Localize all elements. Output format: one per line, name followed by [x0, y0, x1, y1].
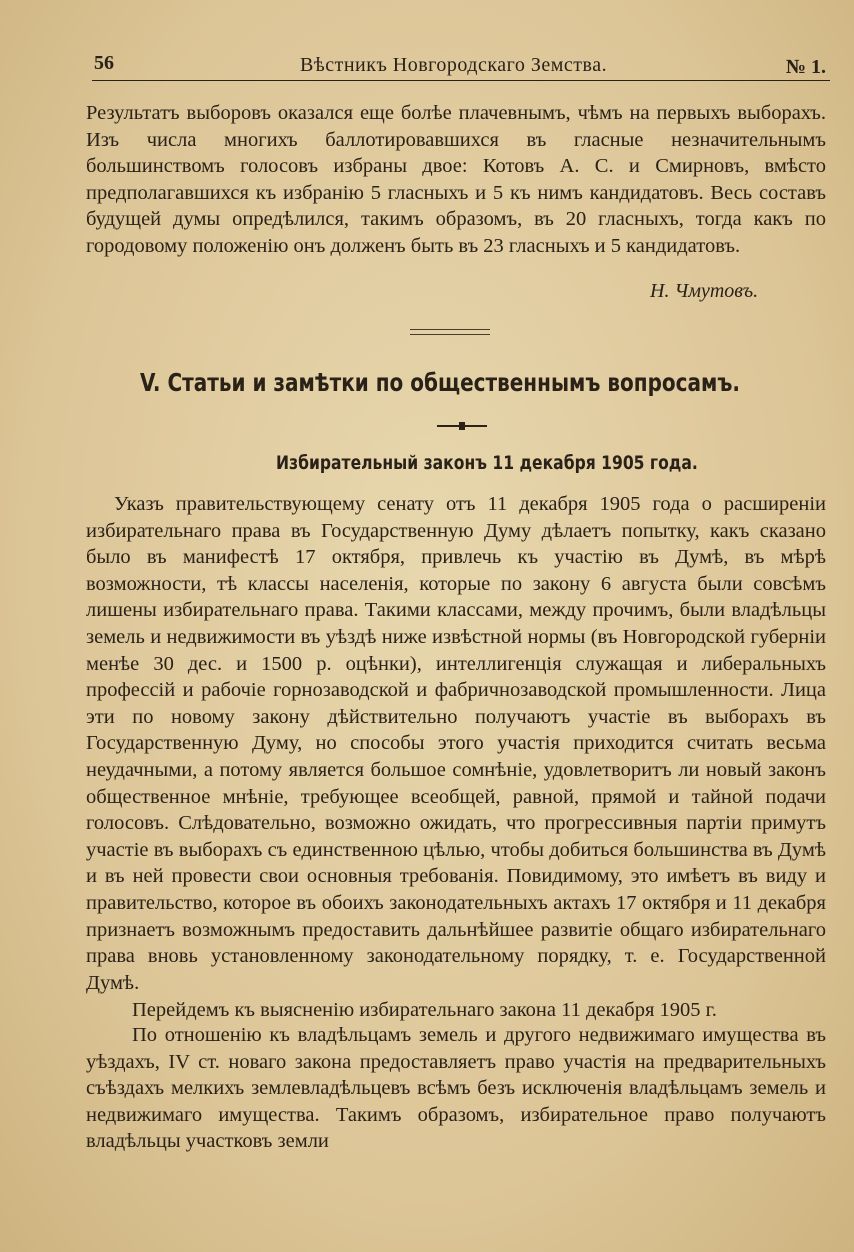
heading-ornament — [437, 425, 487, 427]
author-signature: Н. Чмутовъ. — [650, 280, 759, 302]
article-title: Избирательный законъ 11 декабря 1905 года. — [276, 452, 698, 474]
paragraph-transition: Перейдемъ къ выясненію избирательнаго закона 11 декабря 1905 г. — [132, 999, 717, 1021]
section-heading: V. Статьи и замѣтки по общественнымъ вопросамъ. — [140, 368, 740, 397]
paragraph-decree: Указъ правительствующему сенату отъ 11 декабря 1905 года о расширеніи избирательнаго права въ Государственную Думу дѣлаетъ попытку, какъ сказано было въ манифестѣ 17 октября, привлечь къ участію въ Думѣ, въ мѣрѣ возможности, тѣ классы населенія, которые по закону 6 августа были совсѣмъ лишены избирательнаго права. Такими классами, между прочимъ, были владѣльцы земель и недвижимости въ уѣздѣ ниже извѣстной нормы (въ Новгородской губерніи менѣе 30 дес. и 1500 р. оцѣнки), интеллигенція служащая и либеральныхъ профессій и рабочіе горнозаводской и фабричнозаводской промышленности. Лица эти по новому закону дѣйствительно получаютъ участіе въ выборахъ въ Государственную Думу, но способы этого участія приходится считать весьма неудачными, а потому является большое сомнѣніе, удовлетворитъ ли новый законъ общественное мнѣніе, требующее всеобщей, равной, прямой и тайной подачи голосовъ. Слѣдовательно, возможно ожидать, что прогрессивныя партіи примутъ участіе въ выборахъ съ единственною цѣлью, чтобы добиться большинства въ Думѣ и въ ней провести свои основныя требованія. Повидимому, это имѣетъ въ виду и правительство, которое въ обоихъ законодательныхъ актахъ 17 октября и 11 декабря признаетъ возможнымъ предоставить дальнѣйшее развитіе общаго избирательнаго права вновь установленному законодательному порядку, т. е. Государственной Думѣ. — [86, 493, 826, 994]
paragraph-election-results: Результатъ выборовъ оказался еще болѣе плачевнымъ, чѣмъ на первыхъ выборахъ. Изъ числа многихъ баллотировавшихся въ гласные незначительнымъ большинствомъ голосовъ избраны двое: Котовъ А. С. и Смирновъ, вмѣсто предполагавшихся къ избранію 5 гласныхъ и 5 къ нимъ кандидатовъ. Весь составъ будущей думы опредѣлился, такимъ образомъ, въ 20 гласныхъ, тогда какъ по городовому положенію онъ долженъ быть въ 23 гласныхъ и 5 кандидатовъ. — [86, 102, 826, 257]
header-rule — [92, 80, 830, 81]
section-separator — [410, 329, 490, 335]
journal-title: Вѣстникъ Новгородскаго Земства. — [300, 54, 608, 76]
page-number: 56 — [94, 52, 114, 74]
paragraph-landowners: По отношенію къ владѣльцамъ земель и другого недвижимаго имущества въ уѣздахъ, IV ст. новаго закона предоставляетъ право участія на предварительныхъ съѣздахъ мелкихъ землевладѣльцевъ всѣмъ безъ исключенія владѣльцамъ земель и недвижимаго имущества. Такимъ образомъ, избирательное право получаютъ владѣльцы участковъ земли — [86, 1024, 826, 1153]
running-header — [92, 50, 830, 80]
issue-number: № 1. — [785, 56, 826, 78]
